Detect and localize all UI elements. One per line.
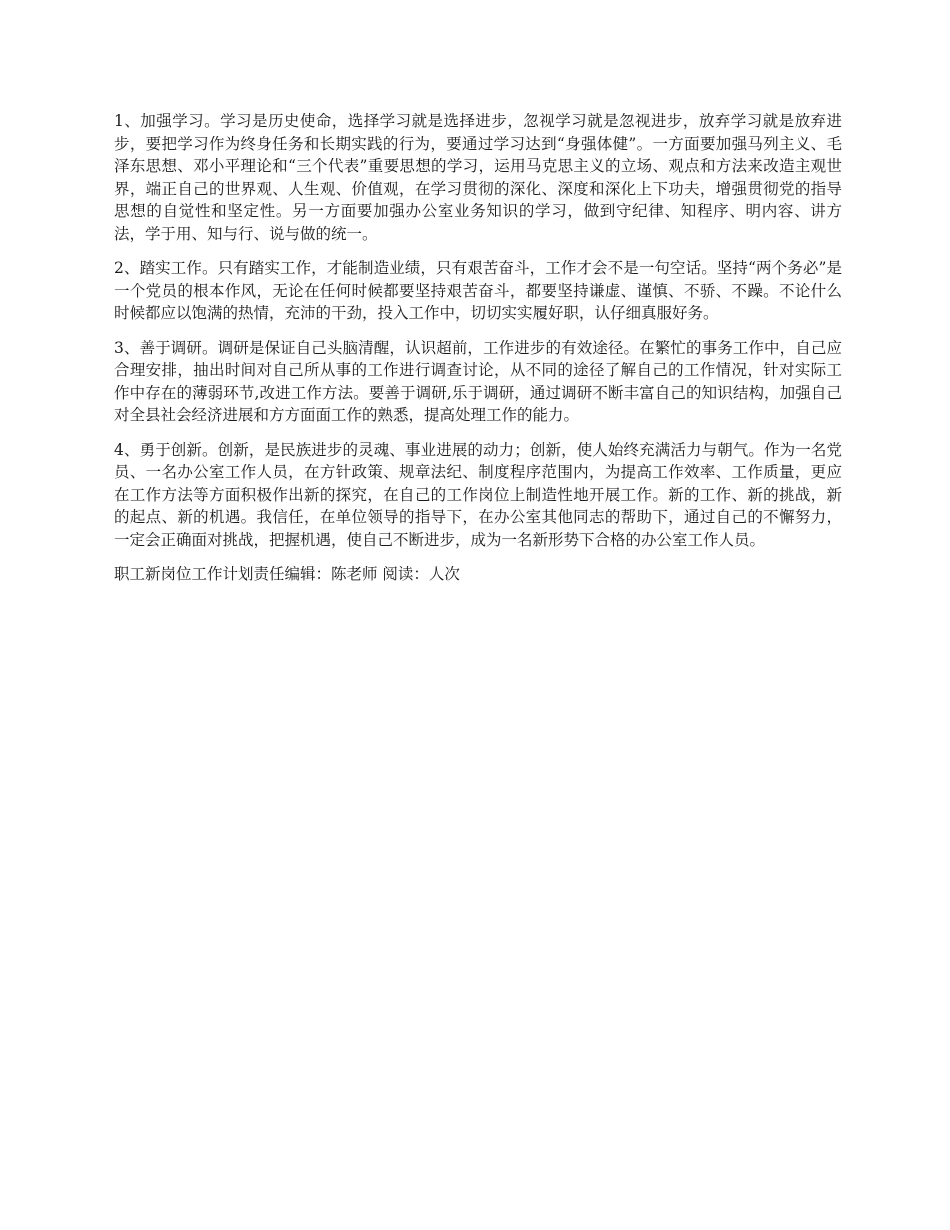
editor-footer: 职工新岗位工作计划责任编辑：陈老师 阅读：人次 (114, 565, 460, 583)
paragraph-study: 1、加强学习。学习是历史使命，选择学习就是选择进步，忽视学习就是忽视进步，放弃学习就是放弃进步，要把学习作为终身任务和长期实践的行为，要通过学习达到“身强体健”。一方面要加强马列主义、毛泽东思想、邓小平理论和“三个代表”重要思想的学习，运用马克思主义的立场、观点和方法来改造主观世界，端正自己的世界观、人生观、价值观，在学习贯彻的深化、深度和深化上下功夫，增强贯彻党的指导思想的自觉性和坚定性。另一方面要加强办公室业务知识的学习，做到守纪律、知程序、明内容、讲方法，学于用、知与行、说与做的统一。 (114, 112, 842, 243)
paragraph-research: 3、善于调研。调研是保证自己头脑清醒，认识超前，工作进步的有效途径。在繁忙的事务工作中，自己应合理安排，抽出时间对自己所从事的工作进行调查讨论，从不同的途径了解自己的工作情况，针对实际工作中存在的薄弱环节,改进工作方法。要善于调研,乐于调研，通过调研不断丰富自己的知识结构，加强自己对全县社会经济进展和方方面面工作的熟悉，提高处理工作的能力。 (114, 338, 842, 424)
paragraph-work: 2、踏实工作。只有踏实工作，才能制造业绩，只有艰苦奋斗，工作才会不是一句空话。坚持“两个务必”是一个党员的根本作风，无论在任何时候都要坚持艰苦奋斗，都要坚持谦虚、谨慎、不骄、不躁。不论什么时候都应以饱满的热情，充沛的干劲，投入工作中，切切实实履好职，认仔细真服好务。 (114, 259, 842, 322)
paragraph-innovation: 4、勇于创新。创新，是民族进步的灵魂、事业进展的动力；创新，使人始终充满活力与朝气。作为一名党员、一名办公室工作人员，在方针政策、规章法纪、制度程序范围内，为提高工作效率、工作质量，更应在工作方法等方面积极作出新的探究，在自己的工作岗位上制造性地开展工作。新的工作、新的挑战，新的起点、新的机遇。我信任，在单位领导的指导下，在办公室其他同志的帮助下，通过自己的不懈努力，一定会正确面对挑战，把握机遇，使自己不断进步，成为一名新形势下合格的办公室工作人员。 (114, 440, 842, 549)
document-body (114, 110, 842, 586)
